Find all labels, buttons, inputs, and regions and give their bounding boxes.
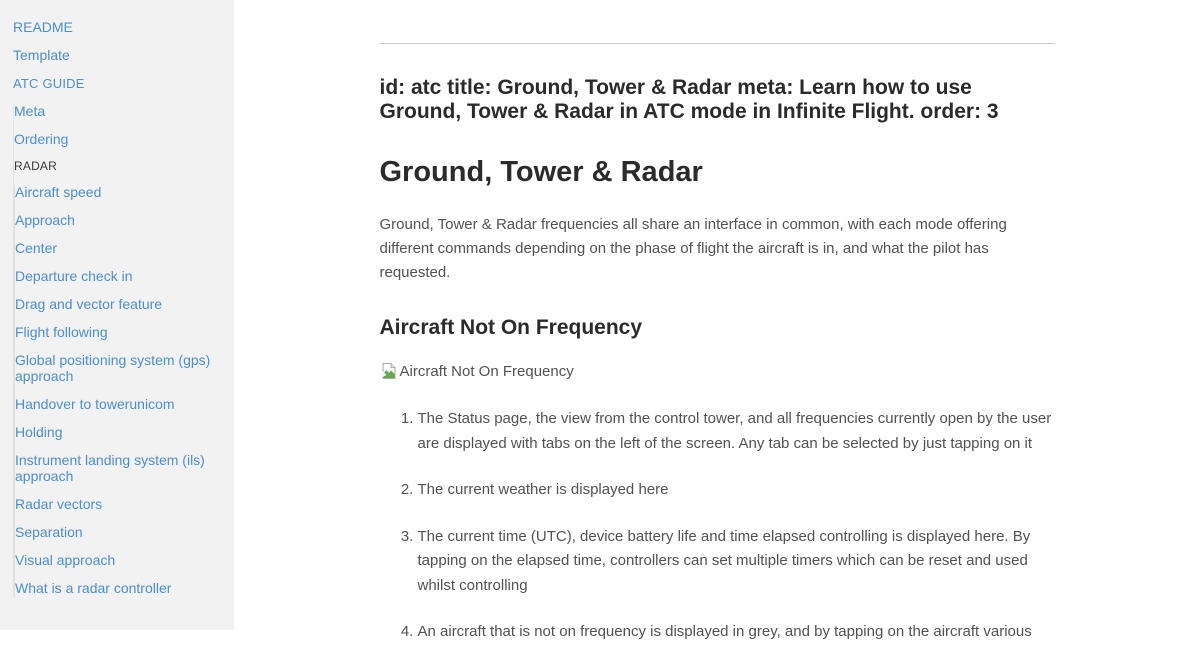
sidebar-link-gps-approach[interactable]: Global positioning system (gps) approach [15,352,211,385]
sidebar-item-what-is-radar-controller [15,581,226,597]
sidebar-link-visual-approach[interactable]: Visual approach [15,551,116,568]
sidebar-link-flight-following[interactable]: Flight following [15,324,108,341]
sidebar-link-aircraft-speed[interactable]: Aircraft speed [15,184,102,201]
sidebar-item-atc-guide [13,76,226,92]
page-title: Ground, Tower & Radar [379,155,703,188]
sidebar-link-separation[interactable]: Separation [15,523,83,540]
sidebar-link-handover[interactable]: Handover to towerunicom [15,396,175,413]
sidebar-link-ordering[interactable]: Ordering [14,130,69,147]
sidebar-item-readme [13,20,226,36]
section-heading: Aircraft Not On Frequency [379,316,643,340]
sidebar-item-gps-approach [15,353,226,385]
sidebar [0,0,234,630]
list-item-2: 2. The current weather is displayed here [418,478,1055,503]
sidebar-item-drag-and-vector [15,297,226,313]
intro-paragraph: Ground, Tower & Radar frequencies all share an interface in common, with each mode offering different commands depending on the phase of flight the aircraft is in, and what the pilot has requested. [379,216,1007,282]
image-alt-text: Aircraft Not On Frequency [399,362,574,380]
sidebar-group-atc-guide [13,104,226,597]
sidebar-link-center[interactable]: Center [15,240,58,257]
instruction-list [380,407,1055,645]
list-item-3: 3. The current time (UTC), device battery life and time elapsed controlling is displayed here. By tapping on the elapsed time, controllers can set multiple timers which can be reset and used whilst controlling [418,525,1055,599]
sidebar-link-template[interactable]: Template [13,46,70,63]
sidebar-item-aircraft-speed [15,185,226,201]
sidebar-link-departure-check-in[interactable]: Departure check in [15,268,133,285]
sidebar-item-meta [14,104,226,120]
sidebar-item-radar-current[interactable]: RADAR [14,158,58,173]
sidebar-item-visual-approach [15,553,226,569]
sidebar-link-approach[interactable]: Approach [15,212,75,229]
sidebar-link-drag-and-vector[interactable]: Drag and vector feature [15,296,163,313]
sidebar-group-radar [14,185,226,596]
content-container [380,43,1055,645]
sidebar-item-separation [15,525,226,541]
sidebar-item-departure-check-in [15,269,226,285]
broken-image-icon [380,362,398,380]
sidebar-subnav-radar [14,185,226,596]
main-content [234,0,1200,641]
sidebar-link-what-is-radar-controller[interactable]: What is a radar controller [15,579,172,596]
sidebar-item-ils-approach [15,453,226,485]
list-item-1: 1. The Status page, the view from the control tower, and all frequencies currently open by the user are displayed with tabs on the left of the screen. Any tab can be selected by just tapping on it [418,407,1055,456]
sidebar-nav [13,20,226,597]
sidebar-item-holding [15,425,226,441]
broken-image-line [380,362,1055,380]
sidebar-link-readme[interactable]: README [13,19,73,35]
sidebar-item-center [15,241,226,257]
sidebar-link-ils-approach[interactable]: Instrument landing system (ils) approach [15,451,205,484]
sidebar-item-radar-vectors [15,497,226,513]
list-item-4: 4. An aircraft that is not on frequency is displayed in grey, and by tapping on the aircraft various [418,620,1055,645]
sidebar-item-approach [15,213,226,229]
sidebar-item-template [13,48,226,64]
sidebar-item-flight-following [15,325,226,341]
sidebar-item-handover [15,397,226,413]
sidebar-link-meta[interactable]: Meta [14,102,46,119]
top-divider [380,43,1055,44]
sidebar-link-holding[interactable]: Holding [15,424,63,441]
sidebar-link-atc-guide[interactable]: ATC GUIDE [13,75,85,91]
frontmatter-heading: id: atc title: Ground, Tower & Radar meta: Learn how to use Ground, Tower & Radar in ATC mode in Infinite Flight. order: 3 [379,76,999,123]
sidebar-link-radar-vectors[interactable]: Radar vectors [15,495,103,512]
sidebar-subnav-atc [13,104,226,597]
sidebar-item-ordering [14,132,226,148]
